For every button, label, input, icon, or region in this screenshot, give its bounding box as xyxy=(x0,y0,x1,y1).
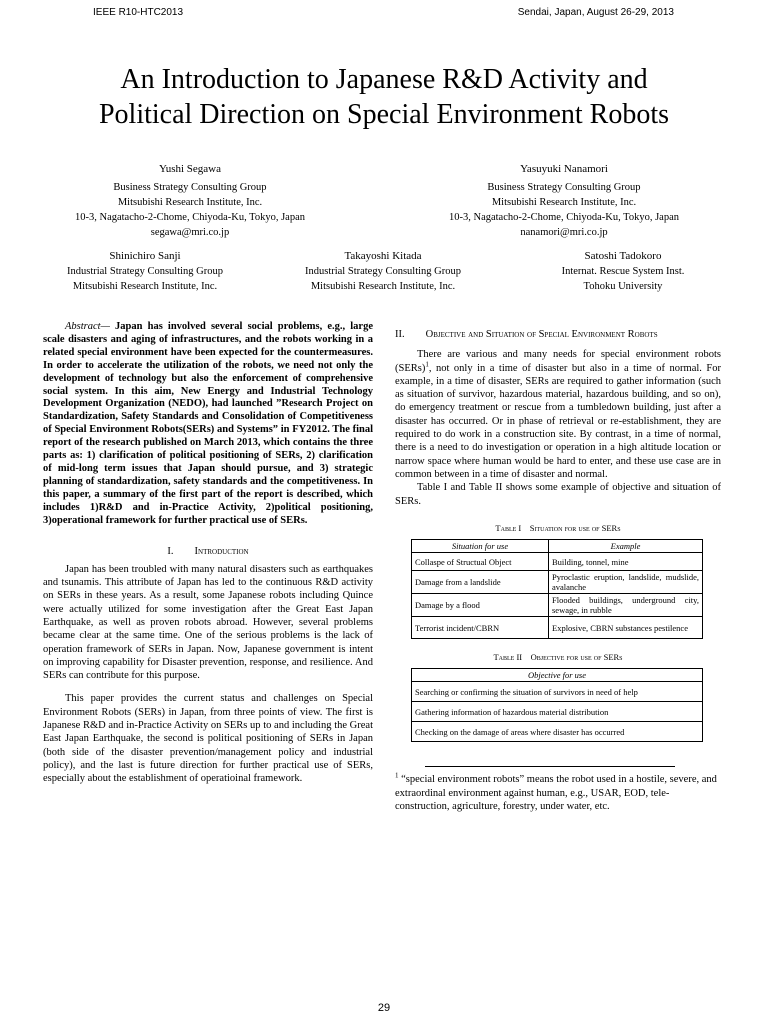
table-cell: Pyroclastic eruption, landslide, mudslide, avalanche xyxy=(549,571,703,594)
table-cell: Checking on the damage of areas where disaster has occurred xyxy=(412,722,703,742)
author-email: nanamori@mri.co.jp xyxy=(520,227,608,238)
conference-name: IEEE R10-HTC2013 xyxy=(93,7,184,18)
footnote-rule xyxy=(425,766,675,767)
right-column xyxy=(395,328,721,813)
left-column xyxy=(43,321,373,786)
table-cell: Building, tonnel, mine xyxy=(549,553,703,571)
page-number: 29 xyxy=(377,1002,391,1014)
author-affiliation: Industrial Strategy Consulting Group xyxy=(66,266,224,277)
section-heading-objective: II. Objective and Situation of Special Environment Robots xyxy=(395,329,658,340)
table-header-row xyxy=(412,669,703,682)
author-name: Shinichiro Sanji xyxy=(109,250,181,262)
table-2 xyxy=(411,668,703,742)
table-row xyxy=(412,722,703,742)
table-cell: Explosive, CBRN substances pestilence xyxy=(549,617,703,639)
table-cell: Flooded buildings, underground city, sewage, in rubble xyxy=(549,594,703,617)
table-1 xyxy=(411,539,703,639)
table-row xyxy=(412,571,703,594)
objective-paragraph-1 xyxy=(395,348,721,481)
table-cell: Collaspe of Structual Object xyxy=(412,553,549,571)
footnote xyxy=(395,773,721,813)
section-heading-introduction xyxy=(43,545,373,558)
author-name: Satoshi Tadokoro xyxy=(584,250,662,262)
table-row xyxy=(412,617,703,639)
table-header-row xyxy=(412,540,703,553)
author-institution: Mitsubishi Research Institute, Inc. xyxy=(117,197,263,208)
table-header-cell: Objective for use xyxy=(412,669,703,682)
footnote-text: “special environment robots” means the robot used in a hostile, severe, and extraordinal environment against human, e.g., USAR, EOD, tele-construction, agriculture, forestry, under water, etc. xyxy=(395,774,717,813)
author-affiliation: Business Strategy Consulting Group xyxy=(487,182,641,193)
author-affiliation: Internat. Rescue System Inst. xyxy=(561,266,685,277)
abstract xyxy=(43,321,373,528)
author-institution: Tohoku University xyxy=(583,281,663,292)
title-line-2: Political Direction on Special Environment Robots xyxy=(98,99,670,130)
author-block-tadokoro xyxy=(508,249,738,294)
table-cell: Damage by a flood xyxy=(412,594,549,617)
paper-title xyxy=(0,62,768,132)
table-cell: Damage from a landslide xyxy=(412,571,549,594)
table-row xyxy=(412,682,703,702)
author-block-segawa xyxy=(30,162,350,240)
author-block-kitada xyxy=(268,249,498,294)
objective-paragraph-2: Table I and Table II shows some example of objective and situation of SERs. xyxy=(395,482,721,507)
author-email: segawa@mri.co.jp xyxy=(150,227,230,238)
author-block-sanji xyxy=(30,249,260,294)
footnote-mark: 1 xyxy=(395,771,399,780)
author-name: Takayoshi Kitada xyxy=(344,250,422,262)
table-1-caption: Table I Situation for use of SERs xyxy=(495,522,621,533)
paragraph-text-b: , not only in a time of disaster but also in a time of normal. For example, in a time of disaster, SERs are required to gather information (such as situation of survivor, hazardous material, hazardous building, and so on), do emergency treatment or rescue from a tumbledown building, just after a disaster has occurred. Or in phase of retrieval or re-establishment, they are required to do work in a construction site. By contrast, in a time of normal, there is a need to do investigation or operation in a high altitude location or narrow space where human would be hard to enter, and these use case are in common between in a time of disaster and normal. xyxy=(395,362,721,480)
title-line-1: An Introduction to Japanese R&D Activity and xyxy=(120,64,648,95)
table-cell: Gathering information of hazardous material distribution xyxy=(412,702,703,722)
abstract-text: Japan has involved several social problems, e.g., large scale disasters and aging of infrastructures, and the robots working in a related special environment have been expected for the countermeasures. In order to accelerate the utilization of the robots, we need not only the development of technology but also the enforcement of comprehensive social system. In this aim, New Energy and Industrial Technology Development Organization (NEDO), had launched ”Research Project on Standardization, Safety Standards and Consolidation of Competitiveness of Special Environment Robots(SERs) and Systems” in FY2012. The final report of the research published on March 2013, which contains the three parts as: 1) clarification of political positioning of SERs, 2) clarification of mid-long term issues that Japan should pursue, and 3) strategic planning of standardization, safety standards and the competitiveness. In this paper, a summary of the first part of the report is described, which includes 1)R&D and in-Practice Activity, 2)political positioning, 3)operational framework for further practical use of SERs. xyxy=(43,321,373,526)
author-name: Yasuyuki Nanamori xyxy=(520,163,608,175)
abstract-label: Abstract— xyxy=(65,321,110,332)
author-address: 10-3, Nagatacho-2-Chome, Chiyoda-Ku, Tokyo, Japan xyxy=(74,212,306,223)
introduction-paragraph-2: This paper provides the current status and challenges on Special Environment Robots (SERs) in Japan, from three points of view. The first is Japanese R&D and in-Practice Activity on SERs up to and including the Great East Japan Earthquake, the second is political positioning of SERs in Japan (both side of the disaster prevention/management policy and industrial policy), and the last is future direction for further practical use of SERs, especially about the establishment of operatioinal framework. xyxy=(43,693,373,785)
table-header-cell: Example xyxy=(549,540,703,553)
table-row xyxy=(412,594,703,617)
author-name: Yushi Segawa xyxy=(158,163,222,175)
paragraph-text-a: There are various and many needs for special environment robots (SERs) xyxy=(395,349,721,374)
footnote-ref: 1 xyxy=(425,360,429,369)
author-affiliation: Industrial Strategy Consulting Group xyxy=(304,266,462,277)
table-cell: Searching or confirming the situation of survivors in need of help xyxy=(412,682,703,702)
author-institution: Mitsubishi Research Institute, Inc. xyxy=(491,197,637,208)
table-cell: Terrorist incident/CBRN xyxy=(412,617,549,639)
author-institution: Mitsubishi Research Institute, Inc. xyxy=(310,281,456,292)
author-block-nanamori xyxy=(404,162,724,240)
table-row xyxy=(412,553,703,571)
section-heading-text: I. Introduction xyxy=(167,545,249,557)
author-address: 10-3, Nagatacho-2-Chome, Chiyoda-Ku, Tokyo, Japan xyxy=(448,212,680,223)
table-row xyxy=(412,702,703,722)
table-header-cell: Situation for use xyxy=(412,540,549,553)
author-affiliation: Business Strategy Consulting Group xyxy=(113,182,267,193)
conference-location-date: Sendai, Japan, August 26-29, 2013 xyxy=(517,7,674,18)
introduction-paragraph-1: Japan has been troubled with many natural disasters such as earthquakes and tsunamis. This attribute of Japan has led to the continuous R&D activity on SERs in these years. As a result, some Japanese robots including Quince were actually utilized for some investigation after the Great East Japan Earthquake, as well as proven robots abroad. However, several problems became clear at the same time. One of the serious problems is the lack of operation framework of SERs in Japan. Now, Japanese government is intent on improving capability for Disaster prevention, response, and resilience. And SERs can contribute for this purpose. xyxy=(43,563,373,682)
author-institution: Mitsubishi Research Institute, Inc. xyxy=(72,281,218,292)
table-2-caption: Table II Objective for use of SERs xyxy=(493,652,623,663)
